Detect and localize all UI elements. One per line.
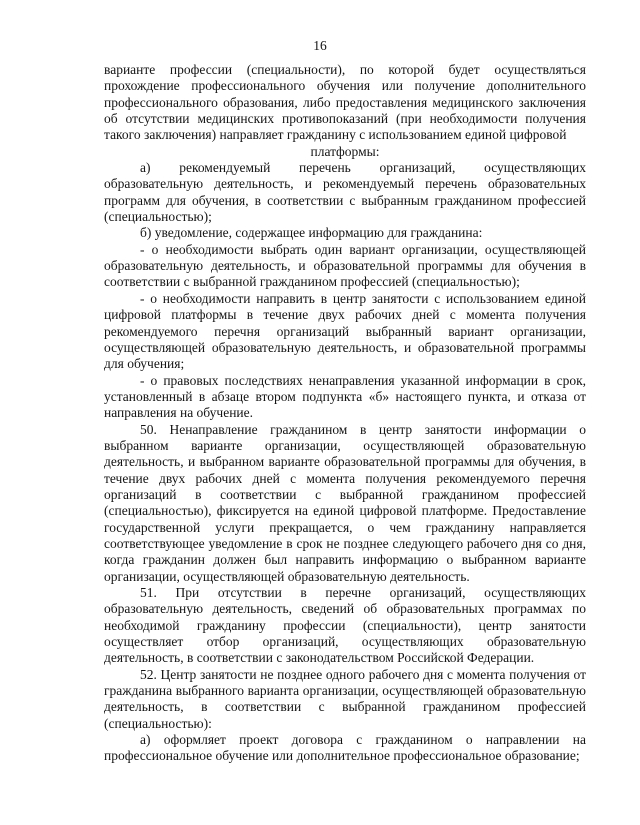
paragraph-item-a: а) рекомендуемый перечень организаций, осуществляющих образовательную деятельность, и рекомендуемый перечень образовательных программ для обучения, в соответствии с выбранным гражданином профессией (специальностью); <box>104 160 586 225</box>
paragraph-dash-consequences: - о правовых последствиях ненаправления указанной информации в срок, установленный в абзаце втором подпункта «б» настоящего пункта, и отказа от направления на обучение. <box>104 372 586 421</box>
paragraph-dash-choose: - о необходимости выбрать один вариант организации, осуществляющей образовательную деятельность, и образовательной программы для обучения в соответствии с выбранной гражданином профессией (специальностью); <box>104 241 586 290</box>
document-body <box>104 62 586 765</box>
paragraph-platform: платформы: <box>310 143 380 159</box>
paragraph-intro: варианте профессии (специальности), по которой будет осуществляться прохождение профессионального обучения или получение дополнительного профессионального образования, либо предоставления медицинского заключения об отсутствии медицинских противопоказаний (при необходимости получения такого заключения) направляет гражданину с использованием единой цифровой <box>104 62 586 143</box>
paragraph-item-b: б) уведомление, содержащее информацию для гражданина: <box>140 225 483 241</box>
paragraph-52-item-a: а) оформляет проект договора с гражданином о направлении на профессиональное обучение или дополнительное профессиональное образование; <box>104 732 586 764</box>
paragraph-52: 52. Центр занятости не позднее одного рабочего дня с момента получения от гражданина выбранного варианта организации, осуществляющей образовательную деятельность, в соответствии с выбранной гражданином профессией (специальностью): <box>104 666 586 731</box>
page-number: 16 <box>313 38 327 53</box>
paragraph-dash-send: - о необходимости направить в центр занятости с использованием единой цифровой платформы в течение двух рабочих дней с момента получения рекомендуемого перечня организаций выбранный вариант организации, осуществляющей образовательную деятельность, и образовательной программы для обучения; <box>104 290 586 372</box>
paragraph-50: 50. Ненаправление гражданином в центр занятости информации о выбранном варианте организации, осуществляющей образовательную деятельность, и выбранном варианте образовательной программы для обучения, в течение двух рабочих дней с момента получения рекомендуемого перечня организаций в соответствии с выбранной гражданином профессией (специальностью), фиксируется на единой цифровой платформе. Предоставление государственной услуги прекращается, о чем гражданину направляется соответствующее уведомление в срок не позднее следующего рабочего дня со дня, когда гражданин должен был направить информацию о выбранном варианте организации, осуществляющей образовательную деятельность. <box>104 421 586 584</box>
paragraph-51: 51. При отсутствии в перечне организаций, осуществляющих образовательную деятельность, сведений об образовательных программах по необходимой гражданину профессии (специальности), центр занятости осуществляет отбор организаций, осуществляющих образовательную деятельность, в соответствии с законодательством Российской Федерации. <box>104 585 586 666</box>
